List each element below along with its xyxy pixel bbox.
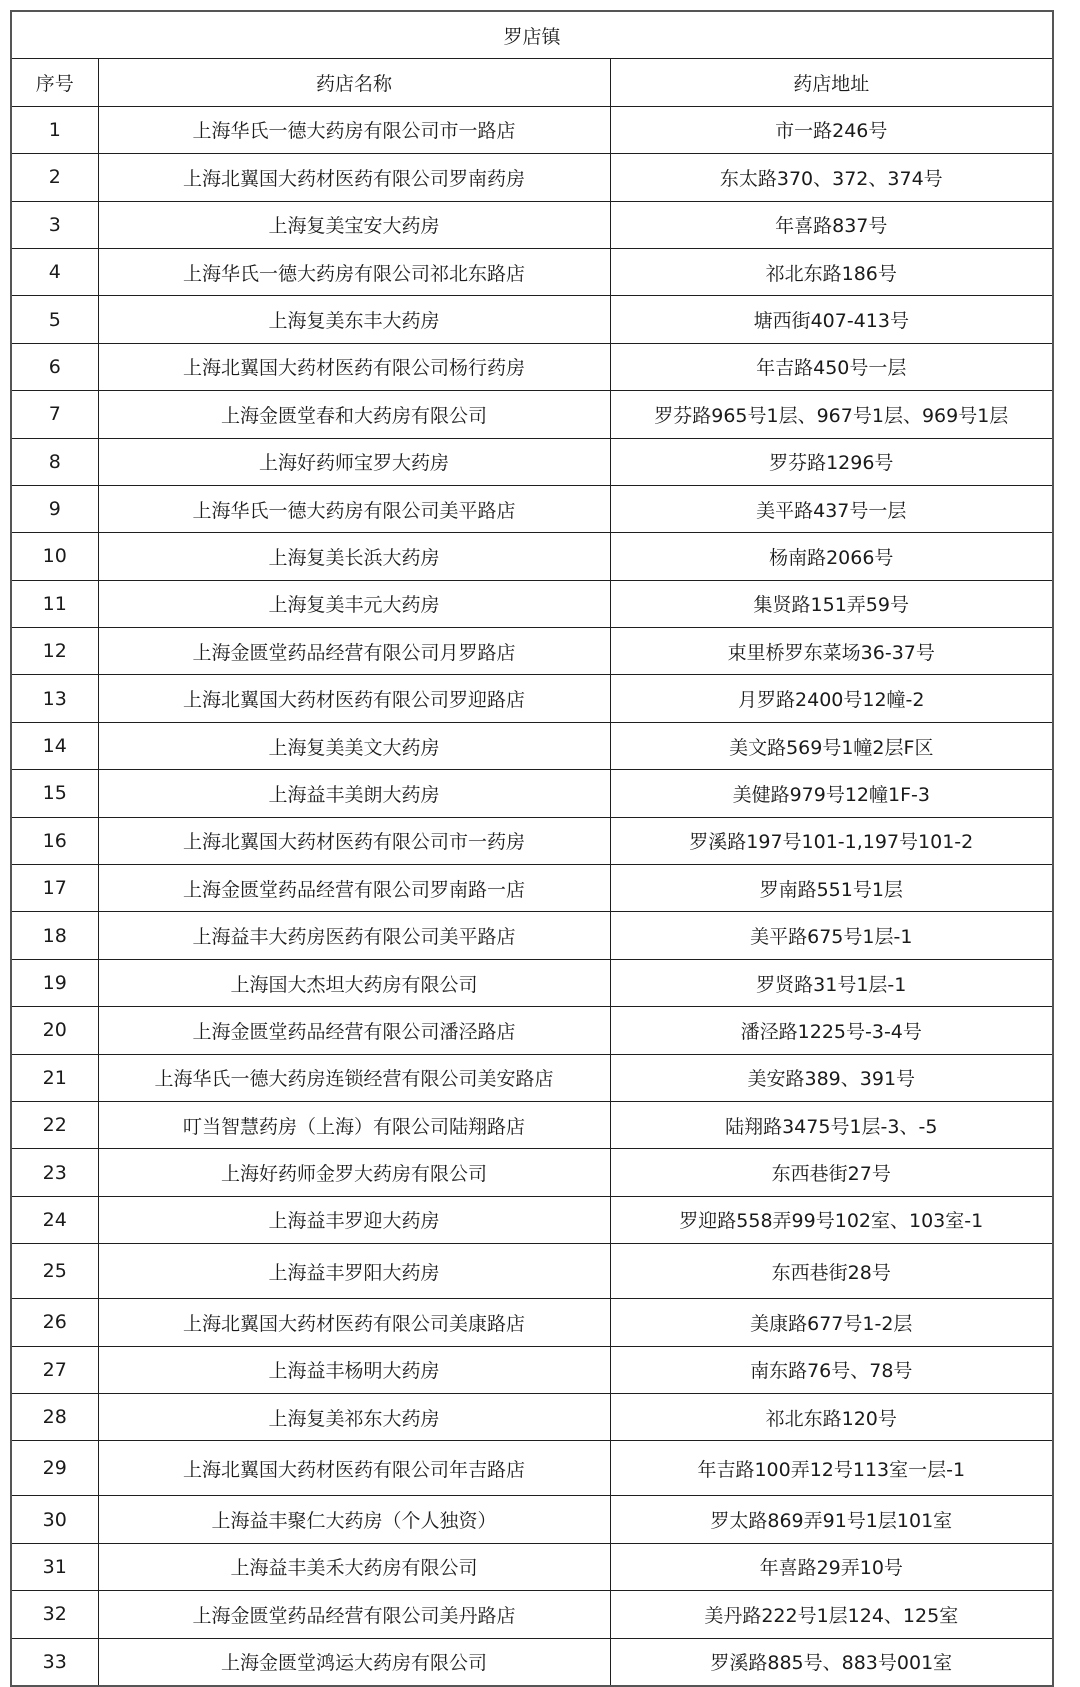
header-no: 序号 xyxy=(11,59,98,106)
table-row xyxy=(11,1244,1053,1299)
pharmacy-name: 上海益丰聚仁大药房（个人独资） xyxy=(98,1496,610,1543)
pharmacy-address: 罗迎路558弄99号102室、103室-1 xyxy=(610,1196,1053,1243)
pharmacy-address: 罗芬路965号1层、967号1层、969号1层 xyxy=(610,391,1053,438)
table-row xyxy=(11,1496,1053,1543)
row-number: 6 xyxy=(11,343,98,390)
pharmacy-name: 上海北翼国大药材医药有限公司美康路店 xyxy=(98,1299,610,1346)
pharmacy-name: 上海金匮堂药品经营有限公司罗南路一店 xyxy=(98,865,610,912)
pharmacy-address: 美平路437号一层 xyxy=(610,485,1053,532)
pharmacy-address: 年喜路29弄10号 xyxy=(610,1543,1053,1590)
table-row xyxy=(11,1346,1053,1393)
table-row xyxy=(11,1393,1053,1440)
row-number: 32 xyxy=(11,1591,98,1638)
row-number: 4 xyxy=(11,248,98,295)
row-number: 8 xyxy=(11,438,98,485)
table-row xyxy=(11,959,1053,1006)
pharmacy-name: 上海好药师金罗大药房有限公司 xyxy=(98,1149,610,1196)
pharmacy-name: 上海复美宝安大药房 xyxy=(98,201,610,248)
table-row xyxy=(11,1638,1053,1686)
row-number: 12 xyxy=(11,628,98,675)
table-row xyxy=(11,912,1053,959)
pharmacy-name: 上海华氏一德大药房连锁经营有限公司美安路店 xyxy=(98,1054,610,1101)
pharmacy-address: 罗太路869弄91号1层101室 xyxy=(610,1496,1053,1543)
row-number: 28 xyxy=(11,1393,98,1440)
pharmacy-address: 罗溪路197号101-1,197号101-2 xyxy=(610,817,1053,864)
row-number: 24 xyxy=(11,1196,98,1243)
pharmacy-name: 上海金匮堂药品经营有限公司月罗路店 xyxy=(98,628,610,675)
row-number: 22 xyxy=(11,1101,98,1148)
table-row xyxy=(11,722,1053,769)
pharmacy-address: 美平路675号1层-1 xyxy=(610,912,1053,959)
table-title: 罗店镇 xyxy=(11,11,1053,59)
pharmacy-address: 东西巷街27号 xyxy=(610,1149,1053,1196)
pharmacy-address: 祁北东路120号 xyxy=(610,1393,1053,1440)
table-row xyxy=(11,1543,1053,1590)
table-row xyxy=(11,154,1053,201)
table-row xyxy=(11,533,1053,580)
table-row xyxy=(11,1591,1053,1638)
pharmacy-name: 上海国大杰坦大药房有限公司 xyxy=(98,959,610,1006)
pharmacy-name: 上海益丰杨明大药房 xyxy=(98,1346,610,1393)
pharmacy-address: 年吉路450号一层 xyxy=(610,343,1053,390)
pharmacy-name: 上海好药师宝罗大药房 xyxy=(98,438,610,485)
table-header-row xyxy=(11,59,1053,106)
pharmacy-address: 塘西街407-413号 xyxy=(610,296,1053,343)
pharmacy-address: 美康路677号1-2层 xyxy=(610,1299,1053,1346)
table-row xyxy=(11,343,1053,390)
table-row xyxy=(11,438,1053,485)
table-row xyxy=(11,1054,1053,1101)
row-number: 26 xyxy=(11,1299,98,1346)
pharmacy-name: 上海金匮堂药品经营有限公司美丹路店 xyxy=(98,1591,610,1638)
row-number: 30 xyxy=(11,1496,98,1543)
pharmacy-name: 上海益丰大药房医药有限公司美平路店 xyxy=(98,912,610,959)
row-number: 21 xyxy=(11,1054,98,1101)
pharmacy-address: 束里桥罗东菜场36-37号 xyxy=(610,628,1053,675)
row-number: 31 xyxy=(11,1543,98,1590)
table-row xyxy=(11,675,1053,722)
row-number: 16 xyxy=(11,817,98,864)
table-row xyxy=(11,201,1053,248)
row-number: 1 xyxy=(11,106,98,153)
pharmacy-address: 祁北东路186号 xyxy=(610,248,1053,295)
table-row xyxy=(11,296,1053,343)
row-number: 19 xyxy=(11,959,98,1006)
pharmacy-address: 罗芬路1296号 xyxy=(610,438,1053,485)
row-number: 27 xyxy=(11,1346,98,1393)
pharmacy-name: 上海金匮堂鸿运大药房有限公司 xyxy=(98,1638,610,1686)
row-number: 11 xyxy=(11,580,98,627)
table-row xyxy=(11,865,1053,912)
row-number: 23 xyxy=(11,1149,98,1196)
pharmacy-name: 叮当智慧药房（上海）有限公司陆翔路店 xyxy=(98,1101,610,1148)
pharmacy-name: 上海益丰罗阳大药房 xyxy=(98,1244,610,1299)
table-title-row xyxy=(11,11,1053,59)
pharmacy-address: 市一路246号 xyxy=(610,106,1053,153)
pharmacy-address: 罗溪路885号、883号001室 xyxy=(610,1638,1053,1686)
table-row xyxy=(11,106,1053,153)
pharmacy-name: 上海华氏一德大药房有限公司美平路店 xyxy=(98,485,610,532)
pharmacy-name: 上海益丰美禾大药房有限公司 xyxy=(98,1543,610,1590)
row-number: 17 xyxy=(11,865,98,912)
pharmacy-name: 上海复美长浜大药房 xyxy=(98,533,610,580)
pharmacy-address: 美健路979号12幢1F-3 xyxy=(610,770,1053,817)
row-number: 29 xyxy=(11,1441,98,1496)
pharmacy-name: 上海北翼国大药材医药有限公司杨行药房 xyxy=(98,343,610,390)
pharmacy-name: 上海复美美文大药房 xyxy=(98,722,610,769)
row-number: 10 xyxy=(11,533,98,580)
pharmacy-name: 上海北翼国大药材医药有限公司年吉路店 xyxy=(98,1441,610,1496)
table-row xyxy=(11,817,1053,864)
pharmacy-name: 上海金匮堂春和大药房有限公司 xyxy=(98,391,610,438)
row-number: 25 xyxy=(11,1244,98,1299)
table-row xyxy=(11,628,1053,675)
pharmacy-address: 陆翔路3475号1层-3、-5 xyxy=(610,1101,1053,1148)
pharmacy-name: 上海华氏一德大药房有限公司祁北东路店 xyxy=(98,248,610,295)
header-address: 药店地址 xyxy=(610,59,1053,106)
row-number: 33 xyxy=(11,1638,98,1686)
table-row xyxy=(11,770,1053,817)
pharmacy-address: 美安路389、391号 xyxy=(610,1054,1053,1101)
pharmacy-table xyxy=(10,10,1054,1687)
pharmacy-address: 杨南路2066号 xyxy=(610,533,1053,580)
pharmacy-address: 罗贤路31号1层-1 xyxy=(610,959,1053,1006)
pharmacy-name: 上海益丰美朗大药房 xyxy=(98,770,610,817)
pharmacy-address: 罗南路551号1层 xyxy=(610,865,1053,912)
pharmacy-address: 东西巷街28号 xyxy=(610,1244,1053,1299)
pharmacy-name: 上海北翼国大药材医药有限公司市一药房 xyxy=(98,817,610,864)
pharmacy-name: 上海复美东丰大药房 xyxy=(98,296,610,343)
row-number: 3 xyxy=(11,201,98,248)
pharmacy-address: 集贤路151弄59号 xyxy=(610,580,1053,627)
row-number: 15 xyxy=(11,770,98,817)
pharmacy-address: 东太路370、372、374号 xyxy=(610,154,1053,201)
pharmacy-address: 月罗路2400号12幢-2 xyxy=(610,675,1053,722)
row-number: 5 xyxy=(11,296,98,343)
table-row xyxy=(11,248,1053,295)
row-number: 2 xyxy=(11,154,98,201)
table-row xyxy=(11,1149,1053,1196)
pharmacy-address: 美丹路222号1层124、125室 xyxy=(610,1591,1053,1638)
table-row xyxy=(11,1007,1053,1054)
pharmacy-address: 潘泾路1225号-3-4号 xyxy=(610,1007,1053,1054)
row-number: 14 xyxy=(11,722,98,769)
row-number: 20 xyxy=(11,1007,98,1054)
row-number: 9 xyxy=(11,485,98,532)
table-row xyxy=(11,1441,1053,1496)
pharmacy-address: 南东路76号、78号 xyxy=(610,1346,1053,1393)
header-name: 药店名称 xyxy=(98,59,610,106)
pharmacy-name: 上海华氏一德大药房有限公司市一路店 xyxy=(98,106,610,153)
table-row xyxy=(11,1299,1053,1346)
pharmacy-name: 上海北翼国大药材医药有限公司罗迎路店 xyxy=(98,675,610,722)
pharmacy-name: 上海复美祁东大药房 xyxy=(98,1393,610,1440)
row-number: 13 xyxy=(11,675,98,722)
row-number: 7 xyxy=(11,391,98,438)
pharmacy-name: 上海金匮堂药品经营有限公司潘泾路店 xyxy=(98,1007,610,1054)
pharmacy-name: 上海北翼国大药材医药有限公司罗南药房 xyxy=(98,154,610,201)
pharmacy-name: 上海复美丰元大药房 xyxy=(98,580,610,627)
pharmacy-address: 年吉路100弄12号113室一层-1 xyxy=(610,1441,1053,1496)
table-row xyxy=(11,580,1053,627)
table-row xyxy=(11,485,1053,532)
pharmacy-name: 上海益丰罗迎大药房 xyxy=(98,1196,610,1243)
table-row xyxy=(11,1196,1053,1243)
pharmacy-address: 年喜路837号 xyxy=(610,201,1053,248)
pharmacy-address: 美文路569号1幢2层F区 xyxy=(610,722,1053,769)
table-row xyxy=(11,1101,1053,1148)
table-row xyxy=(11,391,1053,438)
row-number: 18 xyxy=(11,912,98,959)
